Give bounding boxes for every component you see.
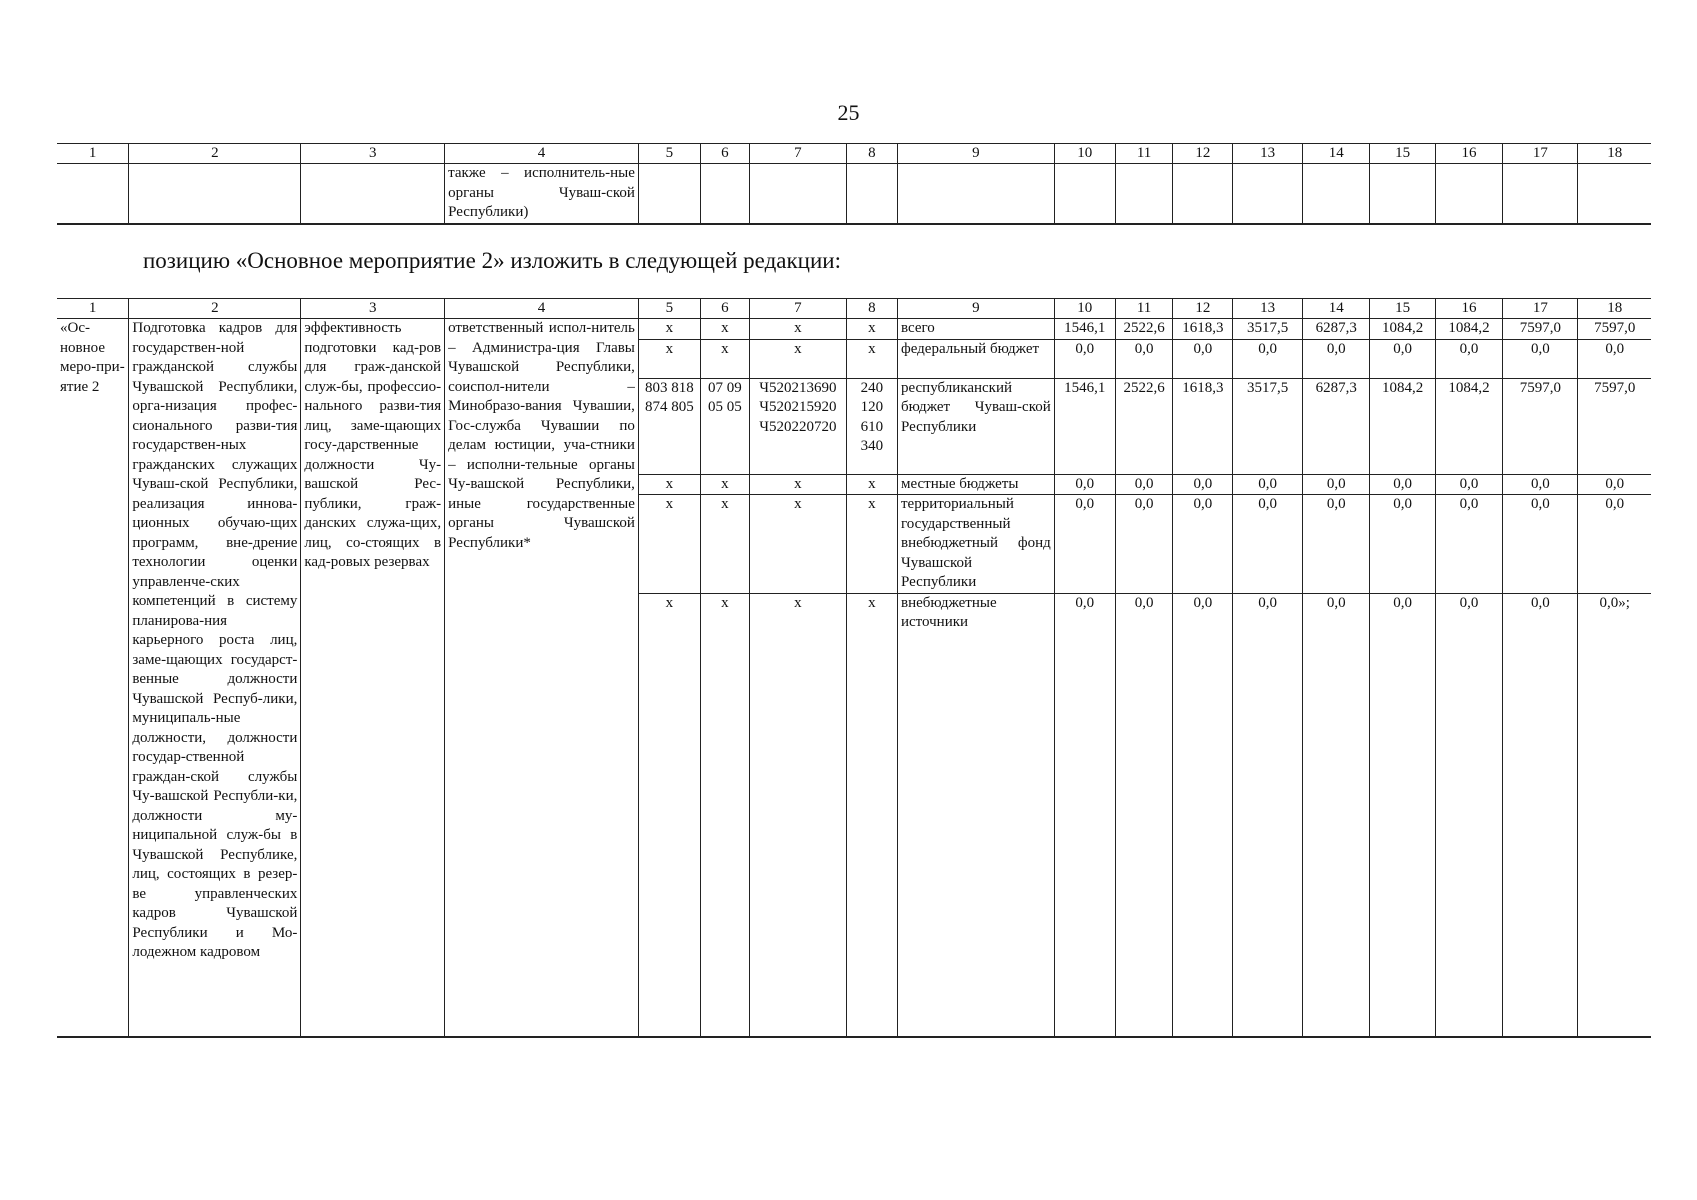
column-number: 4 [445, 144, 639, 164]
column-number: 2 [129, 299, 301, 319]
amount-cell: 0,0 [1173, 495, 1233, 594]
column-number: 9 [897, 299, 1054, 319]
amount-cell: 2522,6 [1115, 378, 1173, 474]
column-number: 13 [1233, 299, 1303, 319]
code-cell-7: х [749, 319, 846, 340]
code-cell-5: х [638, 593, 700, 1037]
funding-source-cell: федеральный бюджет [897, 339, 1054, 378]
column-number: 17 [1503, 144, 1578, 164]
activity-label-cell: «Ос-новное меро-при-ятие 2 [57, 319, 129, 1037]
column-number: 4 [445, 299, 639, 319]
amount-cell: 3517,5 [1233, 378, 1303, 474]
amount-cell: 0,0 [1173, 474, 1233, 495]
column-number: 5 [638, 299, 700, 319]
code-cell-8: х [846, 474, 897, 495]
amount-cell: 0,0 [1370, 495, 1435, 594]
main-activity-table [57, 298, 1651, 1038]
column-number: 6 [700, 299, 749, 319]
column-number: 9 [897, 144, 1054, 164]
column-number-row [57, 299, 1651, 319]
amount-cell: 6287,3 [1302, 378, 1370, 474]
code-cell-5: х [638, 319, 700, 340]
amount-cell: 0,0 [1435, 474, 1503, 495]
amount-cell: 0,0 [1233, 474, 1303, 495]
amount-cell: 0,0 [1370, 474, 1435, 495]
column-number: 7 [749, 299, 846, 319]
table-row [57, 164, 1651, 224]
column-number: 10 [1054, 144, 1115, 164]
amount-cell: 0,0 [1302, 593, 1370, 1037]
amount-cell: 0,0 [1233, 339, 1303, 378]
instruction-sentence: позицию «Основное мероприятие 2» изложить в следующей редакции: [143, 248, 841, 273]
code-cell-8: х [846, 319, 897, 340]
continuation-table [57, 143, 1651, 225]
amount-cell: 7597,0 [1503, 319, 1578, 340]
column-number: 11 [1115, 144, 1173, 164]
column-number: 1 [57, 299, 129, 319]
code-cell-8: х [846, 339, 897, 378]
column-number: 12 [1173, 144, 1233, 164]
code-cell-6: х [700, 339, 749, 378]
executors-cell: ответственный испол-нитель – Администра-ция Главы Чувашской Республики, соиспол-нители – Минобразо-вания Чувашии, Гос-служба Чувашии по делам юстиции, уча-стники – исполни-тельные органы Чу-вашской Республики, иные государственные органы Чувашской Республики* [445, 319, 639, 1037]
column-number: 14 [1302, 144, 1370, 164]
funding-source-cell: местные бюджеты [897, 474, 1054, 495]
code-cell-6: х [700, 495, 749, 594]
amount-cell: 1546,1 [1054, 319, 1115, 340]
column-number-row [57, 144, 1651, 164]
column-number: 16 [1435, 299, 1503, 319]
amount-cell: 0,0 [1435, 495, 1503, 594]
column-number: 18 [1578, 144, 1651, 164]
amount-cell: 0,0 [1578, 495, 1651, 594]
code-cell-6: х [700, 474, 749, 495]
code-cell-5: х [638, 474, 700, 495]
amount-cell: 1084,2 [1435, 319, 1503, 340]
column-number: 16 [1435, 144, 1503, 164]
amount-cell: 0,0 [1054, 495, 1115, 594]
column-number: 15 [1370, 144, 1435, 164]
amount-cell: 0,0 [1115, 593, 1173, 1037]
column-number: 3 [301, 144, 445, 164]
amount-cell: 0,0 [1173, 593, 1233, 1037]
amount-cell: 1084,2 [1370, 378, 1435, 474]
column-number: 2 [129, 144, 301, 164]
code-cell-7: х [749, 474, 846, 495]
code-cell-7: х [749, 495, 846, 594]
amount-cell: 0,0 [1370, 593, 1435, 1037]
amount-cell: 0,0 [1115, 474, 1173, 495]
amount-cell: 0,0 [1435, 593, 1503, 1037]
amount-cell: 0,0 [1578, 474, 1651, 495]
amount-cell: 7597,0 [1503, 378, 1578, 474]
amount-cell: 0,0 [1233, 593, 1303, 1037]
amount-cell: 0,0 [1054, 593, 1115, 1037]
column-number: 10 [1054, 299, 1115, 319]
code-cell-8: х [846, 495, 897, 594]
column-number: 17 [1503, 299, 1578, 319]
amount-cell: 1084,2 [1370, 319, 1435, 340]
amount-cell: 0,0 [1503, 495, 1578, 594]
amount-cell: 0,0 [1173, 339, 1233, 378]
column-number: 13 [1233, 144, 1303, 164]
column-number: 11 [1115, 299, 1173, 319]
amount-cell: 0,0 [1578, 339, 1651, 378]
amount-cell: 1546,1 [1054, 378, 1115, 474]
column-number: 7 [749, 144, 846, 164]
code-cell-8: х [846, 593, 897, 1037]
funding-source-cell: внебюджетные источники [897, 593, 1054, 1037]
funding-source-cell: всего [897, 319, 1054, 340]
amount-cell: 0,0 [1115, 339, 1173, 378]
table-row [57, 319, 1651, 340]
amount-cell: 7597,0 [1578, 319, 1651, 340]
code-cell-6: х [700, 593, 749, 1037]
amount-cell: 0,0 [1054, 339, 1115, 378]
column-number: 5 [638, 144, 700, 164]
executor-cell: также – исполнитель-ные органы Чуваш-ской Республики) [445, 164, 639, 224]
column-number: 8 [846, 299, 897, 319]
indicator-cell: эффективность подготовки кад-ров для граж-данской служ-бы, профессио-нального разви-тия лиц, заме-щающих госу-дарственные должности Чу-вашской Рес-публики, граж-данских служа-щих, лиц, со-стоящих в кад-ровых резервах [301, 319, 445, 1037]
activity-description-cell: Подготовка кадров для государствен-ной гражданской службы Чувашской Республики, орга-низация профес-сионального разви-тия государствен-ных гражданских служащих Чуваш-ской Республики, реализация иннова-ционных обучаю-щих программ, вне-дрение технологии оценки управленче-ских компетенций в систему планирова-ния карьерного роста лиц, заме-щающих государст-венные должности Чувашской Респуб-лики, муниципаль-ные должности, должности государ-ственной граждан-ской службы Чу-вашской Республи-ки, должности му-ниципальной служ-бы в Чувашской Республике, лиц, состоящих в резер-ве управленческих кадров Чувашской Республики и Мо-лодежном кадровом [129, 319, 301, 1037]
amount-cell: 7597,0 [1578, 378, 1651, 474]
amount-cell: 2522,6 [1115, 319, 1173, 340]
funding-source-cell: территориальный государственный внебюджетный фонд Чувашской Республики [897, 495, 1054, 594]
amount-cell: 1084,2 [1435, 378, 1503, 474]
code-cell-5: х [638, 495, 700, 594]
amount-cell: 0,0 [1302, 339, 1370, 378]
code-cell-7: Ч520213690 Ч520215920 Ч520220720 [749, 378, 846, 474]
amount-cell: 1618,3 [1173, 378, 1233, 474]
amount-cell: 0,0 [1503, 474, 1578, 495]
code-cell-6: х [700, 319, 749, 340]
amount-cell: 0,0 [1302, 474, 1370, 495]
code-cell-5: х [638, 339, 700, 378]
column-number: 18 [1578, 299, 1651, 319]
amount-cell: 1618,3 [1173, 319, 1233, 340]
amount-cell: 3517,5 [1233, 319, 1303, 340]
code-cell-7: х [749, 339, 846, 378]
column-number: 15 [1370, 299, 1435, 319]
column-number: 14 [1302, 299, 1370, 319]
amount-cell: 0,0 [1115, 495, 1173, 594]
column-number: 1 [57, 144, 129, 164]
code-cell-8: 240 120 610 340 [846, 378, 897, 474]
column-number: 12 [1173, 299, 1233, 319]
code-cell-5: 803 818 874 805 [638, 378, 700, 474]
amount-cell: 0,0 [1302, 495, 1370, 594]
column-number: 8 [846, 144, 897, 164]
amount-cell: 0,0»; [1578, 593, 1651, 1037]
funding-source-cell: республиканский бюджет Чуваш-ской Республики [897, 378, 1054, 474]
amount-cell: 0,0 [1233, 495, 1303, 594]
code-cell-6: 07 09 05 05 [700, 378, 749, 474]
amount-cell: 0,0 [1503, 339, 1578, 378]
amount-cell: 0,0 [1435, 339, 1503, 378]
amount-cell: 0,0 [1370, 339, 1435, 378]
amount-cell: 0,0 [1054, 474, 1115, 495]
column-number: 3 [301, 299, 445, 319]
column-number: 6 [700, 144, 749, 164]
code-cell-7: х [749, 593, 846, 1037]
amount-cell: 0,0 [1503, 593, 1578, 1037]
page-number: 25 [837, 100, 860, 125]
amount-cell: 6287,3 [1302, 319, 1370, 340]
